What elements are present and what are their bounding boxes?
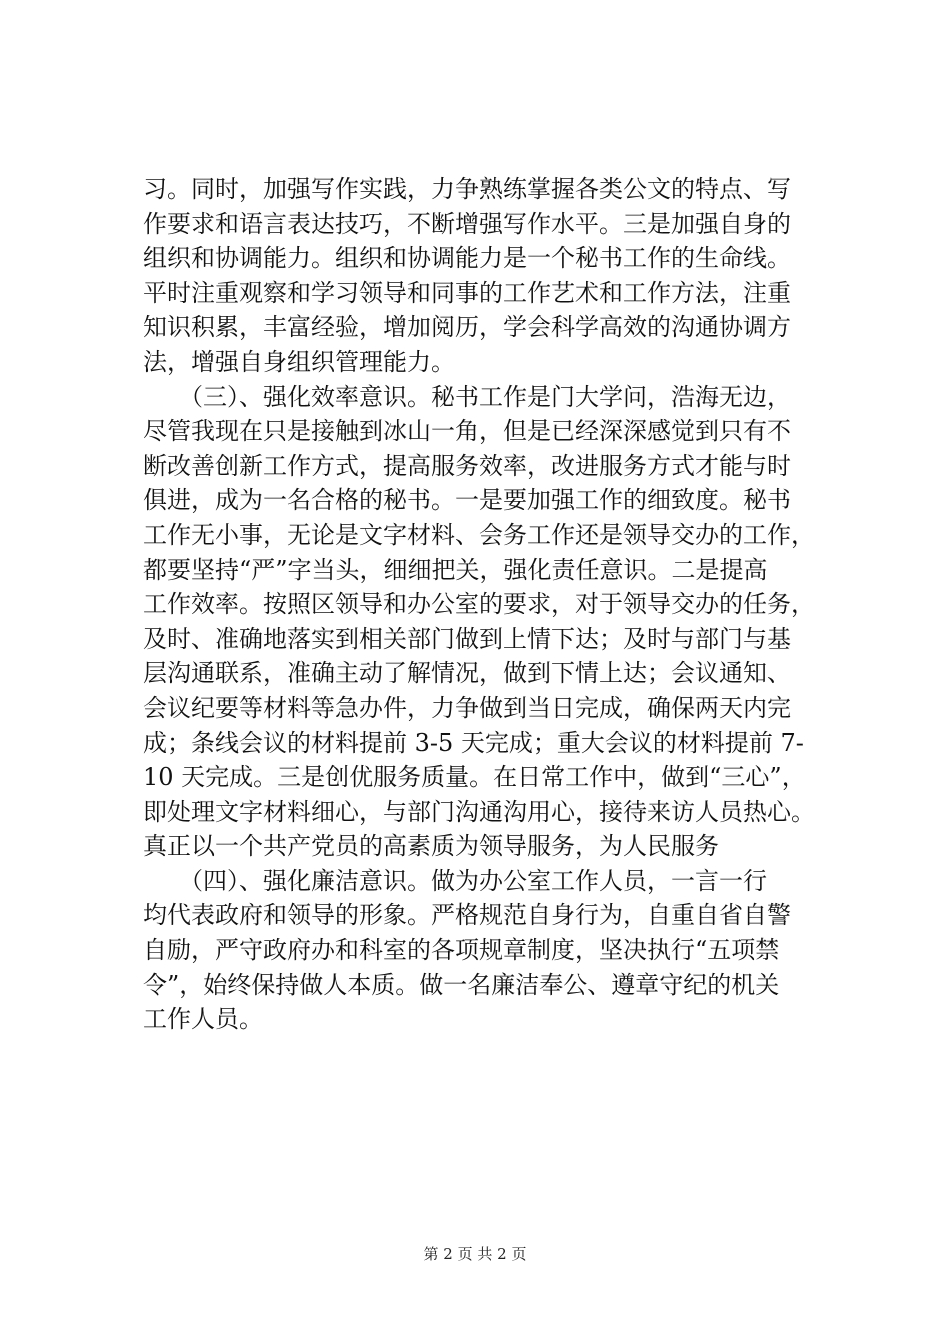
text-line: 真正以一个共产党员的高素质为领导服务，为人民服务 (143, 832, 719, 861)
text-line: 成；条线会议的材料提前 3-5 天完成；重大会议的材料提前 7- (143, 728, 804, 757)
body-text (143, 172, 823, 1037)
text-line: 及时、准确地落实到相关部门做到上情下达；及时与部门与基 (143, 624, 791, 653)
section-heading-line: （三）、强化效率意识。秘书工作是门大学问，浩海无边， (143, 382, 791, 411)
text-line: 尽管我现在只是接触到冰山一角，但是已经深深感觉到只有不 (143, 417, 791, 446)
text-line: 工作效率。按照区领导和办公室的要求，对于领导交办的任务， (143, 590, 815, 619)
text-line: 10 天完成。三是创优服务质量。在日常工作中，做到“三心”， (143, 763, 806, 792)
text-line: 法，增强自身组织管理能力。 (143, 347, 455, 376)
text-line: 知识积累，丰富经验，增加阅历，学会科学高效的沟通协调方 (143, 313, 791, 342)
text-line: 会议纪要等材料等急办件，力争做到当日完成，确保两天内完 (143, 693, 791, 722)
text-line: 自励，严守政府办和科室的各项规章制度，坚决执行“五项禁 (143, 936, 780, 965)
text-line: 层沟通联系，准确主动了解情况，做到下情上达；会议通知、 (143, 659, 791, 688)
text-line: 习。同时，加强写作实践，力争熟练掌握各类公文的特点、写 (143, 175, 791, 203)
text-line: 令”，始终保持做人本质。做一名廉洁奉公、遵章守纪的机关 (143, 970, 780, 999)
text-line: 作要求和语言表达技巧，不断增强写作水平。三是加强自身的 (143, 209, 791, 238)
page-number-label: 第 2 页 共 2 页 (423, 1245, 527, 1263)
text-line: 即处理文字材料细心，与部门沟通沟用心，接待来访人员热心。 (143, 797, 815, 826)
text-line: 俱进，成为一名合格的秘书。一是要加强工作的细致度。秘书 (143, 486, 791, 515)
text-line: 均代表政府和领导的形象。严格规范自身行为，自重自省自警 (143, 901, 791, 930)
text-line: 断改善创新工作方式，提高服务效率，改进服务方式才能与时 (143, 451, 791, 480)
text-line: 平时注重观察和学习领导和同事的工作艺术和工作方法，注重 (143, 278, 791, 307)
text-line: 工作人员。 (143, 1005, 263, 1034)
text-line: 组织和协调能力。组织和协调能力是一个秘书工作的生命线。 (143, 244, 791, 273)
text-line: 都要坚持“严”字当头，细细把关，强化责任意识。二是提高 (143, 555, 768, 584)
text-line: 工作无小事，无论是文字材料、会务工作还是领导交办的工作， (143, 520, 815, 549)
section-heading-line: （四）、强化廉洁意识。做为办公室工作人员，一言一行 (143, 866, 767, 895)
page-footer (0, 1243, 950, 1264)
